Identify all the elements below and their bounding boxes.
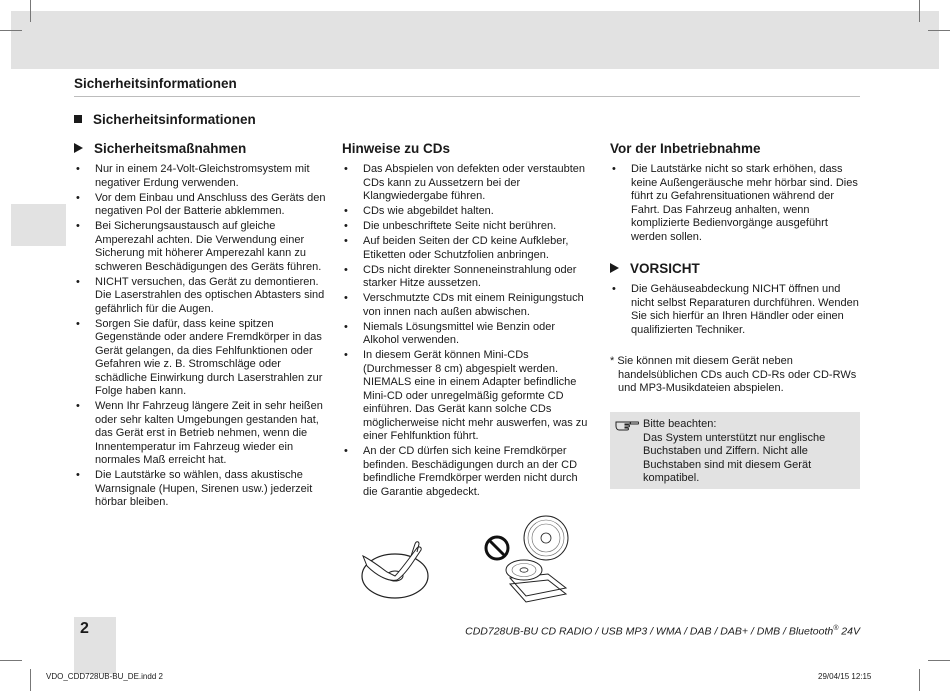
list-item: • CDs nicht direkter Sonneneinstrahlung oder starker Hitze aussetzen.	[342, 264, 592, 291]
cd-notes-list	[342, 163, 592, 499]
crop-mark	[30, 0, 31, 22]
cd-notes-heading: Hinweise zu CDs	[342, 141, 451, 156]
side-tab	[11, 204, 66, 246]
page-title-text: Sicherheitsinformationen	[93, 112, 256, 127]
footer-model	[465, 625, 860, 638]
list-item: • Auf beiden Seiten der CD keine Aufkleber, Etiketten oder Schutzfolien anbringen.	[342, 235, 592, 262]
crop-mark	[30, 669, 31, 691]
crop-mark	[919, 669, 920, 691]
list-item: • Niemals Lösungsmittel wie Benzin oder Alkohol verwenden.	[342, 321, 592, 348]
footnote-line1: * Sie können mit diesem Gerät neben	[610, 355, 793, 367]
list-item: • Bei Sicherungsaustausch auf gleiche Amperezahl achten. Die Verwendung einer Sicherung mit höherer Amperezahl kann zu schweren Beschädigungen des Geräts führen.	[74, 220, 326, 274]
list-item: • An der CD dürfen sich keine Fremdkörper befinden. Beschädigungen durch an der CD befindliche Fremdkörper werden nicht durch die Garantie abgedeckt.	[342, 445, 592, 499]
triangle-arrow-icon	[74, 143, 83, 153]
crop-mark	[0, 30, 22, 31]
page-title	[74, 112, 256, 127]
tip-title: Bitte beachten:	[643, 418, 717, 430]
square-bullet-icon	[74, 115, 82, 123]
footer-model-main: CDD728UB-BU CD RADIO / USB MP3 / WMA / DAB / DAB+ / DMB / Bluetooth	[465, 625, 834, 638]
column-cd-notes	[342, 140, 592, 501]
list-item: • Vor dem Einbau und Anschluss des Geräts den negativen Pol der Batterie abklemmen.	[74, 192, 326, 219]
before-use-heading: Vor der Inbetriebnahme	[610, 141, 761, 156]
top-band	[11, 11, 939, 69]
pointing-hand-icon	[615, 417, 639, 433]
column-safety	[74, 140, 326, 511]
list-item: • Die Gehäuseabdeckung NICHT öffnen und nicht selbst Reparaturen durchführen. Wenden Sie sich hierfür an Ihren Händler oder einen qualifizierten Techniker.	[610, 283, 862, 337]
footer-date: 29/04/15 12:15	[818, 672, 872, 681]
list-item: • Nur in einem 24-Volt-Gleichstromsystem mit negativer Erdung verwenden.	[74, 163, 326, 190]
crop-mark	[0, 660, 22, 661]
footer-file: VDO_CDD728UB-BU_DE.indd 2	[46, 672, 163, 681]
list-item: • Die Lautstärke nicht so stark erhöhen, dass keine Außengeräusche mehr hörbar sind. Dies führt zu Gefahrensituationen während der Fahrt. Das Fahrzeug anhalten, wenn komplizierte Bedienvorgänge ausgeführt werden sollen.	[610, 163, 862, 244]
list-item: • Verschmutzte CDs mit einem Reinigungstuch von innen nach außen abwischen.	[342, 292, 592, 319]
column-before-use	[610, 140, 862, 396]
page-number: 2	[80, 620, 89, 637]
list-item: • Das Abspielen von defekten oder verstaubten CDs kann zu Aussetzern bei der Klangwiedergabe führen.	[342, 163, 592, 204]
footer-model-reg: ®	[833, 625, 839, 632]
warning-heading	[610, 260, 862, 277]
tip-body: Das System unterstützt nur englische Buchstaben und Ziffern. Nicht alle Buchstaben sind mit diesem Gerät kompatibel.	[643, 431, 826, 484]
section-header: Sicherheitsinformationen	[74, 76, 237, 91]
before-use-list	[610, 163, 862, 244]
safety-heading-text: Sicherheitsmaßnahmen	[94, 141, 247, 156]
crop-mark	[928, 660, 950, 661]
warning-heading-text: VORSICHT	[630, 261, 700, 276]
list-item: • CDs wie abgebildet halten.	[342, 205, 592, 219]
list-item: • Die unbeschriftete Seite nicht berühren.	[342, 220, 592, 234]
list-item: • In diesem Gerät können Mini-CDs (Durchmesser 8 cm) abgespielt werden. NIEMALS eine in einem Adapter befindliche Mini-CD oder unregelmäßig geformte CD einführen. Das Gerät kann solche CDs möglicherweise nicht mehr auswerfen, was zu einer Fehlfunktion führt.	[342, 349, 592, 444]
warning-list	[610, 283, 862, 337]
footer-model-suffix: 24V	[838, 625, 860, 638]
prohibited-cds-icon	[482, 512, 574, 604]
footnote-rest: handelsüblichen CDs auch CD-Rs oder CD-RWs und MP3-Musikdateien abspielen.	[618, 368, 857, 394]
safety-list	[74, 163, 326, 510]
list-item: • Die Lautstärke so wählen, dass akustische Warnsignale (Hupen, Sirenen usw.) jederzeit hörbar bleiben.	[74, 469, 326, 510]
tip-text-block	[643, 418, 855, 486]
safety-heading	[74, 140, 326, 157]
hand-holding-cd-icon	[355, 538, 435, 602]
divider	[74, 96, 860, 97]
list-item: • NICHT versuchen, das Gerät zu demontieren. Die Laserstrahlen des optischen Abtasters sind gefährlich für die Augen.	[74, 276, 326, 317]
list-item: • Wenn Ihr Fahrzeug längere Zeit in sehr heißen oder sehr kalten Umgebungen gestanden hat, das Gerät erst in Betrieb nehmen, wenn die Innentemperatur im Fahrzeug wieder ein normales Maß erreicht hat.	[74, 400, 326, 468]
crop-mark	[928, 30, 950, 31]
crop-mark	[919, 0, 920, 22]
list-item: • Sorgen Sie dafür, dass keine spitzen Gegenstände oder andere Fremdkörper in das Gerät gelangen, da dies Fehlfunktionen oder Gefahren wie z. B. Stromschläge oder schädliche Einwirkung durch Laserstrahlen zur Folge haben kann.	[74, 318, 326, 399]
footnote	[610, 355, 862, 396]
triangle-arrow-icon	[610, 263, 619, 273]
